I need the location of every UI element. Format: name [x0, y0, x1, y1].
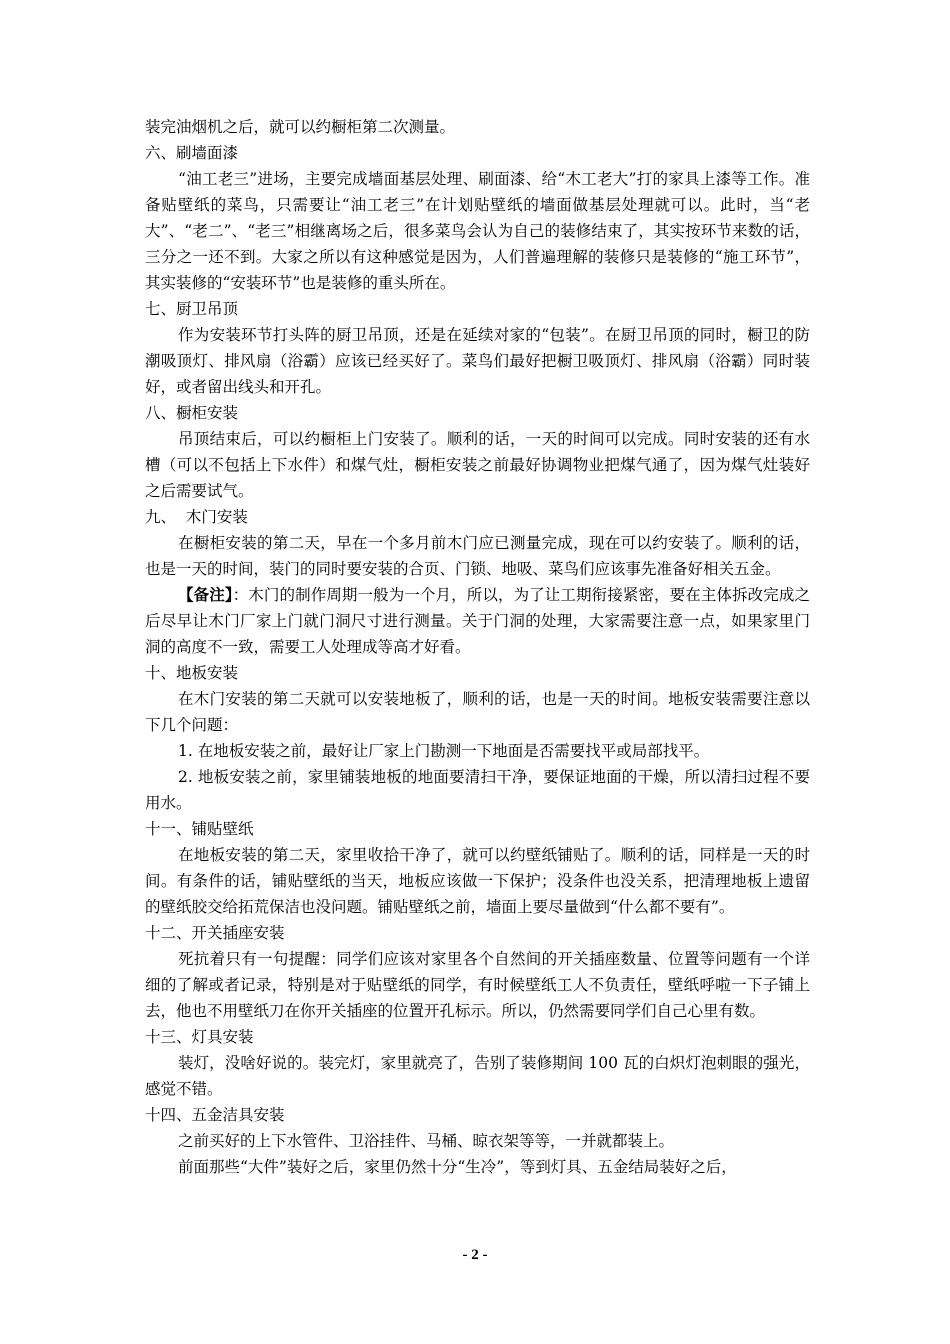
intro-line: 装完油烟机之后，就可以约橱柜第二次测量。: [145, 118, 456, 136]
section-heading: 十三、灯具安装: [145, 1028, 254, 1046]
section-heading: 十、地板安装: [145, 664, 239, 682]
section-heading: 十四、五金洁具安装: [145, 1106, 285, 1124]
note-text: ：木门的制作周期一般为一个月，所以，为了让工期衔接紧密，要在主体拆改完成之后尽早让木门厂家上门就门洞尺寸进行测量。关于门洞的处理，大家需要注意一点，如果家里门洞的高度不一致，需要工人处理成等高才好看。: [145, 586, 810, 656]
document-body: [145, 114, 810, 1180]
paragraph: 装灯，没啥好说的。装完灯，家里就亮了，告别了装修期间 100 瓦的白炽灯泡刺眼的强光，感觉不错。: [145, 1054, 810, 1098]
list-item: 2. 地板安装之前，家里铺装地板的地面要清扫干净，要保证地面的干燥，所以清扫过程不要用水。: [145, 768, 810, 812]
paragraph: 作为安装环节打头阵的厨卫吊顶，还是在延续对家的“包装”。在厨卫吊顶的同时，橱卫的防潮吸顶灯、排风扇（浴霸）应该已经买好了。菜鸟们最好把橱卫吸顶灯、排风扇（浴霸）同时装好，或者留出线头和开孔。: [145, 326, 810, 396]
paragraph: 之前买好的上下水管件、卫浴挂件、马桶、晾衣架等等，一并就都装上。: [178, 1132, 675, 1150]
list-item: 1. 在地板安装之前，最好让厂家上门勘测一下地面是否需要找平或局部找平。: [178, 742, 710, 760]
section-heading: 七、厨卫吊顶: [145, 300, 239, 318]
paragraph: 前面那些“大件”装好之后，家里仍然十分“生冷”，等到灯具、五金结局装好之后，: [178, 1158, 737, 1176]
section-heading: 十一、铺贴壁纸: [145, 820, 254, 838]
note-label: 【备注】: [178, 585, 233, 604]
note-paragraph: [145, 582, 810, 660]
paragraph: 在木门安装的第二天就可以安装地板了，顺利的话，也是一天的时间。地板安装需要注意以下几个问题：: [145, 690, 810, 734]
paragraph: 在橱柜安装的第二天，早在一个多月前木门应已测量完成，现在可以约安装了。顺利的话，也是一天的时间，装门的同时要安装的合页、门锁、地吸、菜鸟们应该事先准备好相关五金。: [145, 534, 810, 578]
section-heading: 八、橱柜安装: [145, 404, 239, 422]
paragraph: 死抗着只有一句提醒：同学们应该对家里各个自然间的开关插座数量、位置等问题有一个详细的了解或者记录，特别是对于贴壁纸的同学，有时候壁纸工人不负责任，壁纸呼啦一下子铺上去，他也不用壁纸刀在你开关插座的位置开孔标示。所以，仍然需要同学们自己心里有数。: [145, 950, 810, 1020]
paragraph: 吊顶结束后，可以约橱柜上门安装了。顺利的话，一天的时间可以完成。同时安装的还有水槽（可以不包括上下水件）和煤气灶，橱柜安装之前最好协调物业把煤气通了，因为煤气灶装好之后需要试气。: [145, 430, 810, 500]
section-heading: 九、 木门安装: [145, 508, 248, 526]
paragraph: “油工老三”进场，主要完成墙面基层处理、刷面漆、给“木工老大”打的家具上漆等工作。准备贴壁纸的菜鸟，只需要让“油工老三”在计划贴壁纸的墙面做基层处理就可以。此时，当“老大”、“老二”、“老三”相继离场之后，很多菜鸟会认为自己的装修结束了，其实按环节来数的话，三分之一还不到。大家之所以有这种感觉是因为，人们普遍理解的装修只是装修的“施工环节”，其实装修的“安装环节”也是装修的重头所在。: [145, 170, 810, 292]
section-heading: 十二、开关插座安装: [145, 924, 285, 942]
section-heading: 六、刷墙面漆: [145, 144, 239, 162]
paragraph: 在地板安装的第二天，家里收拾干净了，就可以约壁纸铺贴了。顺利的话，同样是一天的时间。有条件的话，铺贴壁纸的当天，地板应该做一下保护；没条件也没关系，把清理地板上遗留的壁纸胶交给拓荒保洁也没问题。铺贴壁纸之前，墙面上要尽量做到“什么都不要有”。: [145, 846, 810, 916]
page-number: - 2 -: [462, 1247, 488, 1263]
